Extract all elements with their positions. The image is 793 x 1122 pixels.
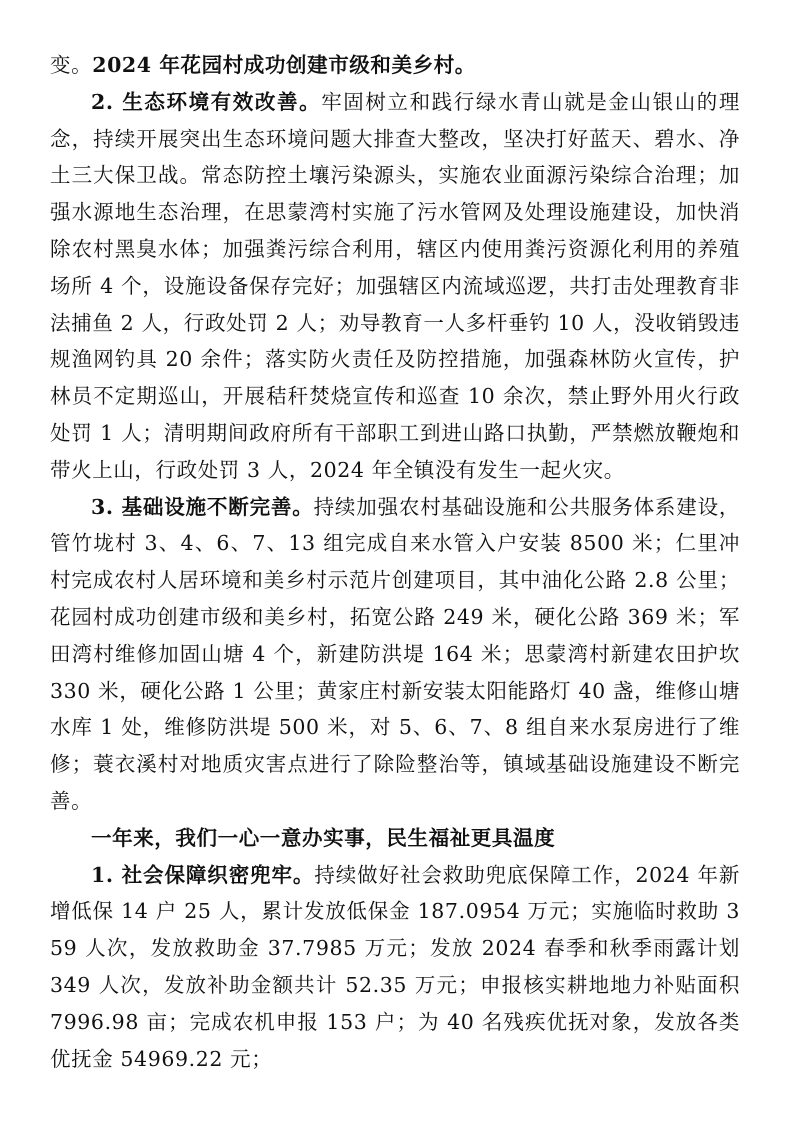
paragraph-text: 牢固树立和践行绿水青山就是金山银山的理念，持续开展突出生态环境问题大排查大整改，坚决打好蓝天、碧水、净土三大保卫战。常态防控土壤污染源头，实施农业面源污染综合治理；加强水源地生态治理，在思蒙湾村实施了污水管网及处理设施建设，加快消除农村黑臭水体；加强粪污综合利用，辖区内使用粪污资源化利用的养殖场所 4 个，设施设备保存完好；加强辖区内流域巡逻，共打击处理教育非法捕鱼 2 人，行政处罚 2 人；劝导教育一人多杆垂钓 10 人，没收销毁违规渔网钓具 20 余件；落实防火责任及防控措施，加强森林防火宣传，护林员不定期巡山，开展秸秆焚烧宣传和巡查 10 余次，禁止野外用火行政处罚 1 人；清明期间政府所有干部职工到进山路口执勤，严禁燃放鞭炮和带火上山，行政处罚 3 人，2024 年全镇没有发生一起火灾。 xyxy=(50,89,740,482)
paragraph-continuation xyxy=(50,47,740,84)
paragraph-ecology xyxy=(50,84,740,489)
paragraph-text: 持续加强农村基础设施和公共服务体系建设，管竹垅村 3、4、6、7、13 组完成自来水管入户安装 8500 米；仁里冲村完成农村人居环境和美乡村示范片创建项目，其中油化公路 2.8 公里；花园村成功创建市级和美乡村，拓宽公路 249 米，硬化公路 369 米；军田湾村维修加固山塘 4 个，新建防洪堤 164 米；思蒙湾村新建农田护坎 330 米，硬化公路 1 公里；黄家庄村新安装太阳能路灯 40 盏，维修山塘水库 1 处，维修防洪堤 500 米，对 5、6、7、8 组自来水泵房进行了维修；蓑衣溪村对地质灾害点进行了除险整治等，镇域基础设施建设不断完善。 xyxy=(50,494,740,813)
paragraph-social-security xyxy=(50,857,740,1078)
lead-bold-text: 2024 年花园村成功创建市级和美乡村。 xyxy=(92,53,476,77)
lead-text: 变。 xyxy=(50,53,93,77)
paragraph-title: 2. 生态环境有效改善。 xyxy=(91,89,322,114)
paragraph-infrastructure xyxy=(50,489,740,820)
paragraph-text: 持续做好社会救助兜底保障工作，2024 年新增低保 14 户 25 人，累计发放低保金 187.0954 万元；实施临时救助 359 人次，发放救助金 37.7985 万元；发放 2024 春季和秋季雨露计划 349 人次，发放补助金额共计 52.35 万元；申报核实耕地地力补贴面积 7996.98 亩；完成农机申报 153 户；为 40 名残疾优抚对象，发放各类优抚金 54969.22 元； xyxy=(50,862,740,1071)
section-heading: 一年来，我们一心一意办实事，民生福祉更具温度 xyxy=(91,825,556,850)
paragraph-title: 3. 基础设施不断完善。 xyxy=(91,494,314,519)
paragraph-title: 1. 社会保障织密兜牢。 xyxy=(91,862,315,887)
document-body xyxy=(50,47,740,1077)
